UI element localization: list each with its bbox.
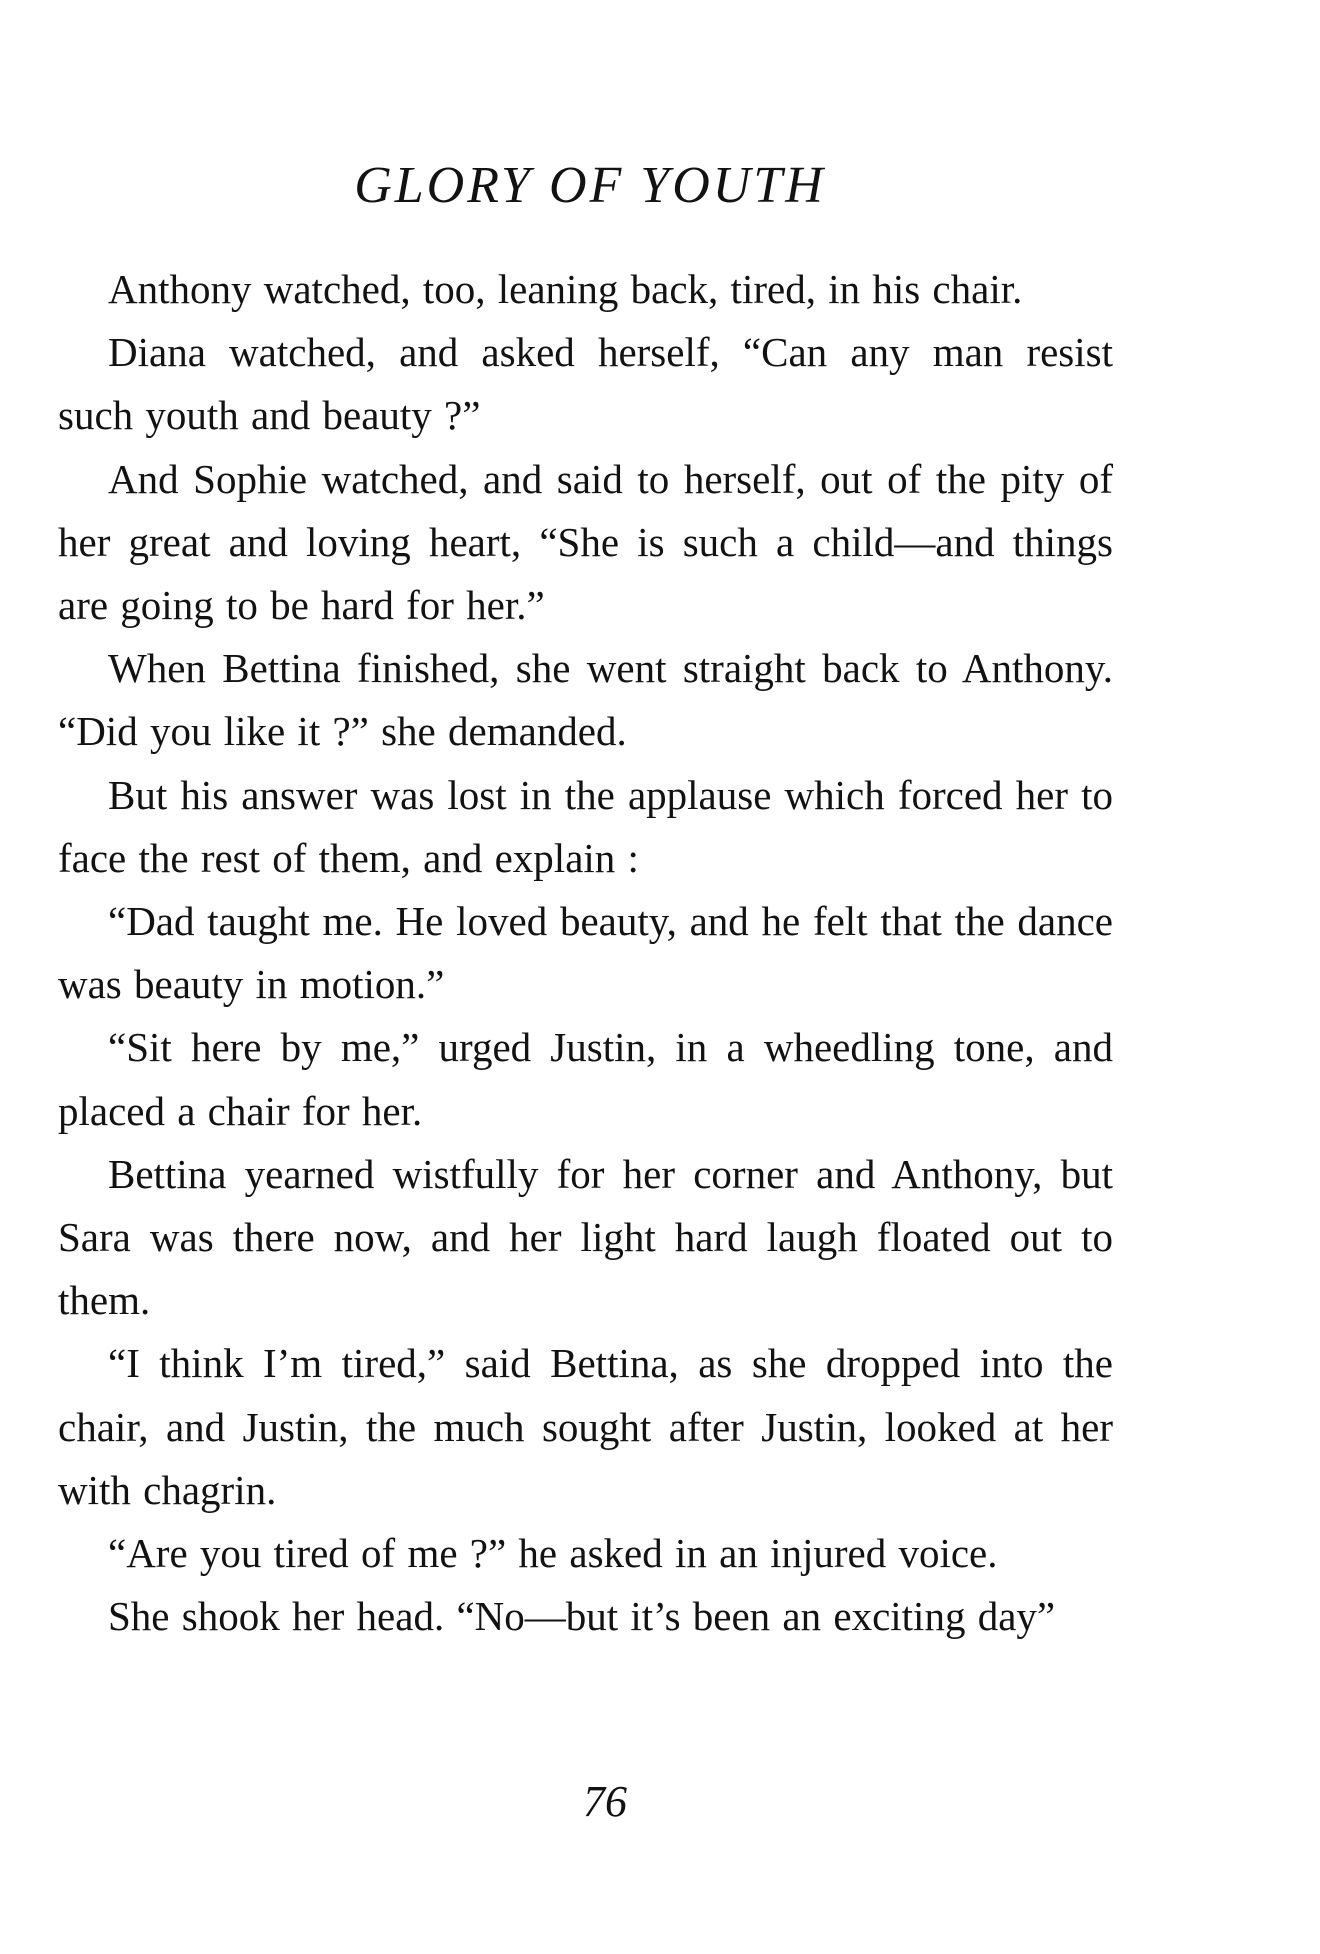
paragraph: “I think I’m tired,” said Bettina, as she dropped into the chair, and Justin, the much sought after Justin, looked at her with chagrin. bbox=[58, 1340, 1113, 1513]
paragraph: She shook her head. “No—but it’s been an exciting day” bbox=[108, 1593, 1056, 1640]
paragraph: “Are you tired of me ?” he asked in an injured voice. bbox=[108, 1530, 998, 1577]
paragraph: “Dad taught me. He loved beauty, and he felt that the dance was beauty in motion.” bbox=[58, 898, 1113, 1008]
running-title: GLORY OF YOUTH bbox=[354, 157, 826, 214]
paragraph: When Bettina finished, she went straight back to Anthony. “Did you like it ?” she demanded. bbox=[58, 645, 1113, 755]
page-number: 76 bbox=[583, 1777, 627, 1826]
paragraph: And Sophie watched, and said to herself, out of the pity of her great and loving heart, “She is such a child—and things are going to be hard for her.” bbox=[58, 455, 1113, 629]
paragraph: Bettina yearned wistfully for her corner and Anthony, but Sara was there now, and her light hard laugh floated out to them. bbox=[58, 1150, 1113, 1324]
paragraph: Diana watched, and asked herself, “Can any man resist such youth and beauty ?” bbox=[58, 329, 1113, 439]
paragraph: “Sit here by me,” urged Justin, in a wheedling tone, and placed a chair for her. bbox=[58, 1024, 1113, 1134]
paragraph: But his answer was lost in the applause which forced her to face the rest of them, and explain : bbox=[58, 771, 1113, 881]
paragraph: Anthony watched, too, leaning back, tired, in his chair. bbox=[108, 266, 1023, 312]
body-text bbox=[58, 258, 1113, 1648]
